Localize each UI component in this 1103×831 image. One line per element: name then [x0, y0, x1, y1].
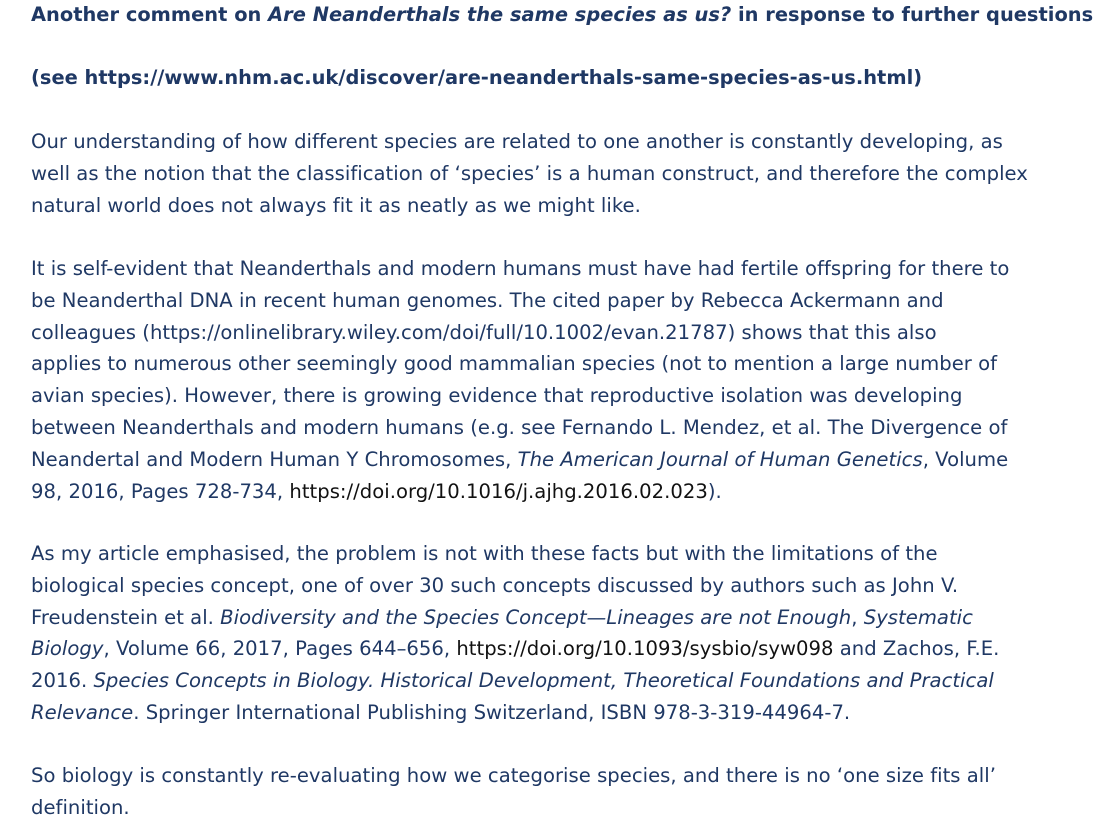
- paragraph-4: [31, 760, 1103, 824]
- title-suffix: in response to further questions: [731, 3, 1094, 26]
- citation-text: 98, 2016, Pages 728-734,: [31, 479, 290, 503]
- citation-text: Freudenstein et al.: [31, 605, 221, 629]
- paragraph-line: Our understanding of how different species are related to one another is constantly developing, as: [31, 130, 1003, 153]
- citation-text: , Volume 66, 2017, Pages 644–656,: [103, 637, 457, 661]
- journal-title: Systematic: [863, 605, 973, 629]
- paragraph-line: applies to numerous other seemingly good mammalian species (not to mention a large number of: [31, 352, 998, 376]
- citation-text: ,: [851, 605, 864, 629]
- doi-link[interactable]: https://doi.org/10.1093/sysbio/syw098: [456, 637, 834, 661]
- journal-title: Biology: [31, 637, 104, 661]
- paragraph-line: [31, 633, 1103, 665]
- paragraph-3: [31, 538, 1103, 729]
- paragraph-line: natural world does not always fit it as neatly as we might like.: [31, 193, 641, 217]
- paragraph-line: colleagues (https://onlinelibrary.wiley.com/doi/full/10.1002/evan.21787) shows that this also: [31, 320, 937, 344]
- book-title: Relevance: [31, 700, 134, 724]
- citation-text: Neandertal and Modern Human Y Chromosomes,: [31, 447, 518, 471]
- paragraph-line: be Neanderthal DNA in recent human genomes. The cited paper by Rebecca Ackermann and: [31, 288, 944, 312]
- paragraph-2: [31, 253, 1103, 507]
- title-prefix: Another comment on: [31, 3, 269, 26]
- citation-text: 2016.: [31, 669, 94, 693]
- paragraph-line: [31, 665, 1103, 697]
- book-title: Species Concepts in Biology. Historical Development, Theoretical Foundations and Practical: [93, 669, 994, 693]
- paragraph-line: It is self-evident that Neanderthals and modern humans must have had fertile offspring for there to: [31, 257, 1010, 280]
- journal-title: The American Journal of Human Genetics: [517, 447, 923, 471]
- citation-text: . Springer International Publishing Switzerland, ISBN 978-3-319-44964-7.: [133, 700, 851, 724]
- citation-text: and Zachos, F.E.: [833, 637, 1000, 661]
- paragraph-line: [31, 444, 1103, 476]
- paragraph-line: between Neanderthals and modern humans (e.g. see Fernando L. Mendez, et al. The Divergence of: [31, 415, 1008, 439]
- paragraph-line: [31, 476, 1103, 508]
- paragraph-line: [31, 697, 1103, 729]
- citation-text: ).: [707, 479, 722, 503]
- paragraph-1: [31, 126, 1103, 221]
- paragraph-line: So biology is constantly re-evaluating how we categorise species, and there is no ‘one size fits all’: [31, 764, 996, 787]
- source-reference: (see https://www.nhm.ac.uk/discover/are-neanderthals-same-species-as-us.html): [31, 66, 923, 89]
- article-title: Are Neanderthals the same species as us?: [268, 3, 732, 26]
- paper-title: Biodiversity and the Species Concept—Lineages are not Enough: [220, 605, 852, 629]
- paragraph-line: well as the notion that the classification of ‘species’ is a human construct, and therefore the complex: [31, 161, 1028, 185]
- paragraph-line: definition.: [31, 795, 130, 819]
- paragraph-line: As my article emphasised, the problem is not with these facts but with the limitations of the: [31, 542, 938, 565]
- paragraph-line: [31, 602, 1103, 634]
- page-title: [31, 0, 1093, 31]
- doi-link[interactable]: https://doi.org/10.1016/j.ajhg.2016.02.023: [289, 479, 708, 503]
- citation-text: , Volume: [922, 447, 1009, 471]
- paragraph-line: biological species concept, one of over 30 such concepts discussed by authors such as John V.: [31, 573, 959, 597]
- paragraph-line: avian species). However, there is growing evidence that reproductive isolation was developing: [31, 384, 963, 408]
